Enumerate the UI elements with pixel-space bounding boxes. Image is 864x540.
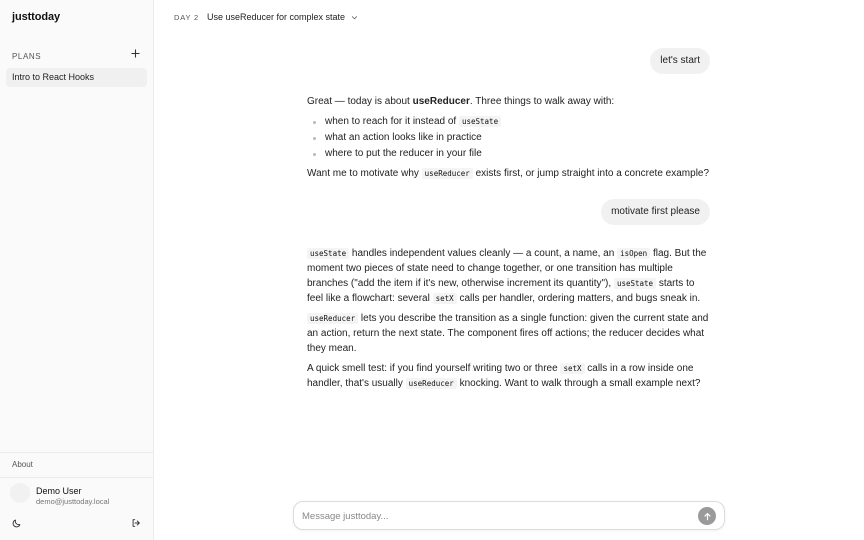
inline-code: setX — [433, 293, 457, 304]
list-item — [313, 146, 712, 162]
add-plan-button[interactable] — [128, 46, 142, 60]
plus-icon — [131, 49, 140, 58]
text: calls per handler, ordering matters, and bugs sneak in. — [456, 293, 701, 304]
text: starts to feel like a flowchart: several — [307, 278, 695, 304]
lesson-header — [174, 11, 358, 23]
text: flag. But the moment two pieces of state need to change together, or one transition has multiple branches ("add the item if it's new, otherwise increment its quantity"), — [307, 248, 707, 289]
plans-header — [12, 46, 142, 60]
inline-code: useReducer — [406, 378, 457, 389]
text: A quick smell test: if you find yourself writing two or three — [307, 363, 561, 374]
list-item — [313, 130, 712, 146]
logout-icon — [131, 518, 141, 528]
user-name: Demo User — [36, 486, 82, 496]
message-paragraph — [307, 311, 712, 356]
divider — [0, 477, 154, 478]
message-paragraph — [307, 361, 712, 391]
moon-icon — [12, 518, 22, 528]
text: Want me to motivate why — [307, 168, 422, 179]
sidebar — [0, 0, 154, 540]
day-label: DAY 2 — [174, 12, 199, 22]
user-email: demo@justtoday.local — [36, 497, 110, 506]
theme-toggle-button[interactable] — [10, 516, 24, 530]
text: knocking. Want to walk through a small example next? — [456, 378, 701, 389]
list-item — [313, 114, 712, 130]
user-message: let's start — [650, 48, 710, 74]
chevron-down-icon — [351, 14, 358, 21]
divider — [0, 452, 154, 453]
bullet-list — [313, 114, 712, 162]
text: Great — today is about — [307, 96, 413, 107]
text: handles independent values cleanly — a count, a name, an — [349, 248, 618, 259]
message-paragraph — [307, 246, 712, 306]
assistant-message — [307, 246, 712, 396]
logout-button[interactable] — [129, 516, 143, 530]
message-paragraph — [307, 166, 712, 181]
lesson-title[interactable]: Use useReducer for complex state — [206, 12, 346, 22]
inline-code: useState — [307, 248, 349, 259]
inline-code: useReducer — [307, 313, 358, 324]
text: lets you describe the transition as a single function: given the current state and an action, return the next state. The component fires off actions; the reducer decides what they mean. — [307, 313, 709, 354]
user-message: motivate first please — [601, 199, 710, 225]
lesson-dropdown-button[interactable] — [350, 13, 358, 21]
plans-label: PLANS — [12, 52, 42, 61]
inline-code: setX — [560, 363, 584, 374]
inline-code: useState — [459, 116, 501, 127]
message-input[interactable] — [302, 508, 682, 524]
text: what an action looks like in practice — [325, 132, 482, 143]
sidebar-item-intro-to-react-hooks[interactable] — [6, 68, 147, 87]
emphasis: useReducer — [412, 96, 470, 107]
text: exists first, or jump straight into a concrete example? — [472, 168, 710, 179]
brand-logo[interactable]: justtoday — [12, 11, 60, 23]
user-profile[interactable] — [10, 483, 146, 507]
text: . Three things to walk away with: — [469, 96, 615, 107]
text: calls in a row inside one handler, that's usually — [307, 363, 694, 389]
inline-code: isOpen — [617, 248, 650, 259]
arrow-up-icon — [703, 512, 712, 521]
inline-code: useReducer — [422, 168, 473, 179]
sidebar-item-label: Intro to React Hooks — [12, 72, 95, 82]
inline-code: useState — [614, 278, 656, 289]
send-button[interactable] — [698, 507, 716, 525]
avatar — [10, 483, 30, 503]
message-composer — [293, 501, 725, 530]
message-paragraph — [307, 94, 712, 109]
assistant-message — [307, 94, 712, 186]
about-link[interactable]: About — [12, 460, 33, 469]
text: when to reach for it instead of — [325, 116, 459, 127]
text: where to put the reducer in your file — [325, 148, 482, 159]
